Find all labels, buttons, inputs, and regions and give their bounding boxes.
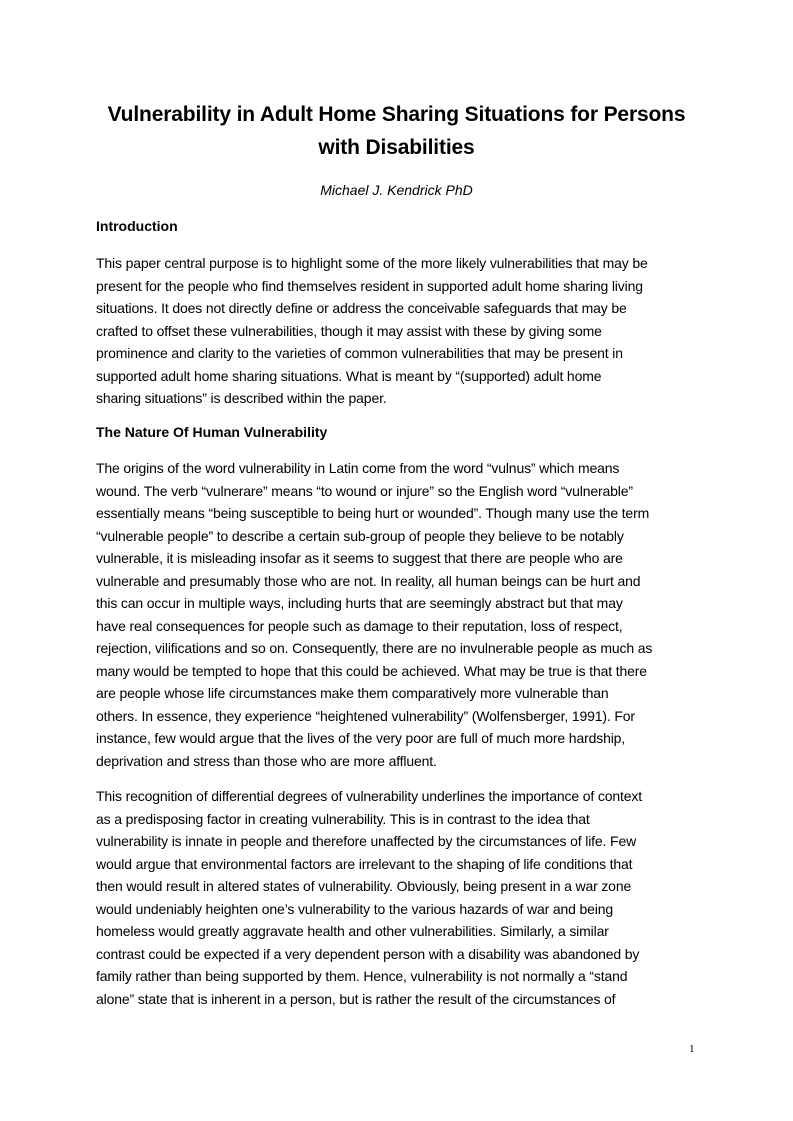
text-line: supported adult home sharing situations. What is meant by “(supported) adult home xyxy=(96,367,602,384)
section-heading-introduction: Introduction xyxy=(96,218,178,234)
document-title xyxy=(60,98,733,164)
text-line: as a predisposing factor in creating vulnerability. This is in contrast to the idea that xyxy=(96,810,590,827)
text-line: family rather than being supported by them. Hence, vulnerability is not normally a “stand xyxy=(96,968,628,984)
text-line: others. In essence, they experience “heightened vulnerability” (Wolfensberger, 1991). For xyxy=(96,707,635,724)
text-line: instance, few would argue that the lives of the very poor are full of much more hardship, xyxy=(96,730,626,746)
text-line: then would result in altered states of vulnerability. Obviously, being present in a war zone xyxy=(96,878,632,894)
text-line: This paper central purpose is to highlight some of the more likely vulnerabilities that may be xyxy=(96,255,648,271)
text-line: have real consequences for people such as damage to their reputation, loss of respect, xyxy=(96,617,623,634)
text-line: wound. The verb “vulnerare” means “to wound or injure” so the English word “vulnerable” xyxy=(96,482,633,499)
title-line: with Disabilities xyxy=(318,136,475,159)
title-line: Vulnerability in Adult Home Sharing Situations for Persons xyxy=(107,103,686,126)
text-line: many would be tempted to hope that this could be achieved. What may be true is that there xyxy=(96,662,647,679)
text-line: prominence and clarity to the varieties of common vulnerabilities that may be present in xyxy=(96,345,623,361)
paragraph xyxy=(96,457,702,772)
text-line: This recognition of differential degrees of vulnerability underlines the importance of context xyxy=(96,788,642,804)
text-line: essentially means “being susceptible to being hurt or wounded”. Though many use the term xyxy=(96,505,650,521)
section-heading-nature-of-vulnerability: The Nature Of Human Vulnerability xyxy=(96,424,328,440)
text-line: vulnerable, it is misleading insofar as it seems to suggest that there are people who are xyxy=(96,550,623,566)
text-line: contrast could be expected if a very dependent person with a disability was abandoned by xyxy=(96,945,640,962)
text-line: sharing situations” is described within the paper. xyxy=(96,390,387,406)
text-line: situations. It does not directly define or address the conceivable safeguards that may be xyxy=(96,300,627,316)
paragraph xyxy=(96,785,702,1010)
text-line: homeless would greatly aggravate health and other vulnerabilities. Similarly, a similar xyxy=(96,923,609,939)
text-line: this can occur in multiple ways, including hurts that are seemingly abstract but that may xyxy=(96,595,623,611)
text-line: vulnerable and presumably those who are not. In reality, all human beings can be hurt and xyxy=(96,572,641,589)
page-number: 1 xyxy=(689,1043,695,1055)
text-line: crafted to offset these vulnerabilities, though it may assist with these by giving some xyxy=(96,322,602,339)
text-line: are people whose life circumstances make them comparatively more vulnerable than xyxy=(96,685,609,701)
text-line: “vulnerable people” to describe a certain sub-group of people they believe to be notably xyxy=(96,527,624,544)
author-name: Michael J. Kendrick PhD xyxy=(320,182,473,198)
paragraph xyxy=(96,252,702,410)
text-line: present for the people who find themselves resident in supported adult home sharing living xyxy=(96,277,643,294)
text-line: would argue that environmental factors are irrelevant to the shaping of life conditions that xyxy=(96,855,633,872)
text-line: vulnerability is innate in people and therefore unaffected by the circumstances of life. Few xyxy=(96,833,637,849)
text-line: alone” state that is inherent in a person, but is rather the result of the circumstances of xyxy=(96,990,616,1007)
text-line: would undeniably heighten one’s vulnerability to the various hazards of war and being xyxy=(96,900,614,917)
text-line: deprivation and stress than those who are more affluent. xyxy=(96,752,437,769)
text-line: The origins of the word vulnerability in Latin come from the word “vulnus” which means xyxy=(96,460,620,476)
text-line: rejection, vilifications and so on. Consequently, there are no invulnerable people as much as xyxy=(96,640,653,656)
